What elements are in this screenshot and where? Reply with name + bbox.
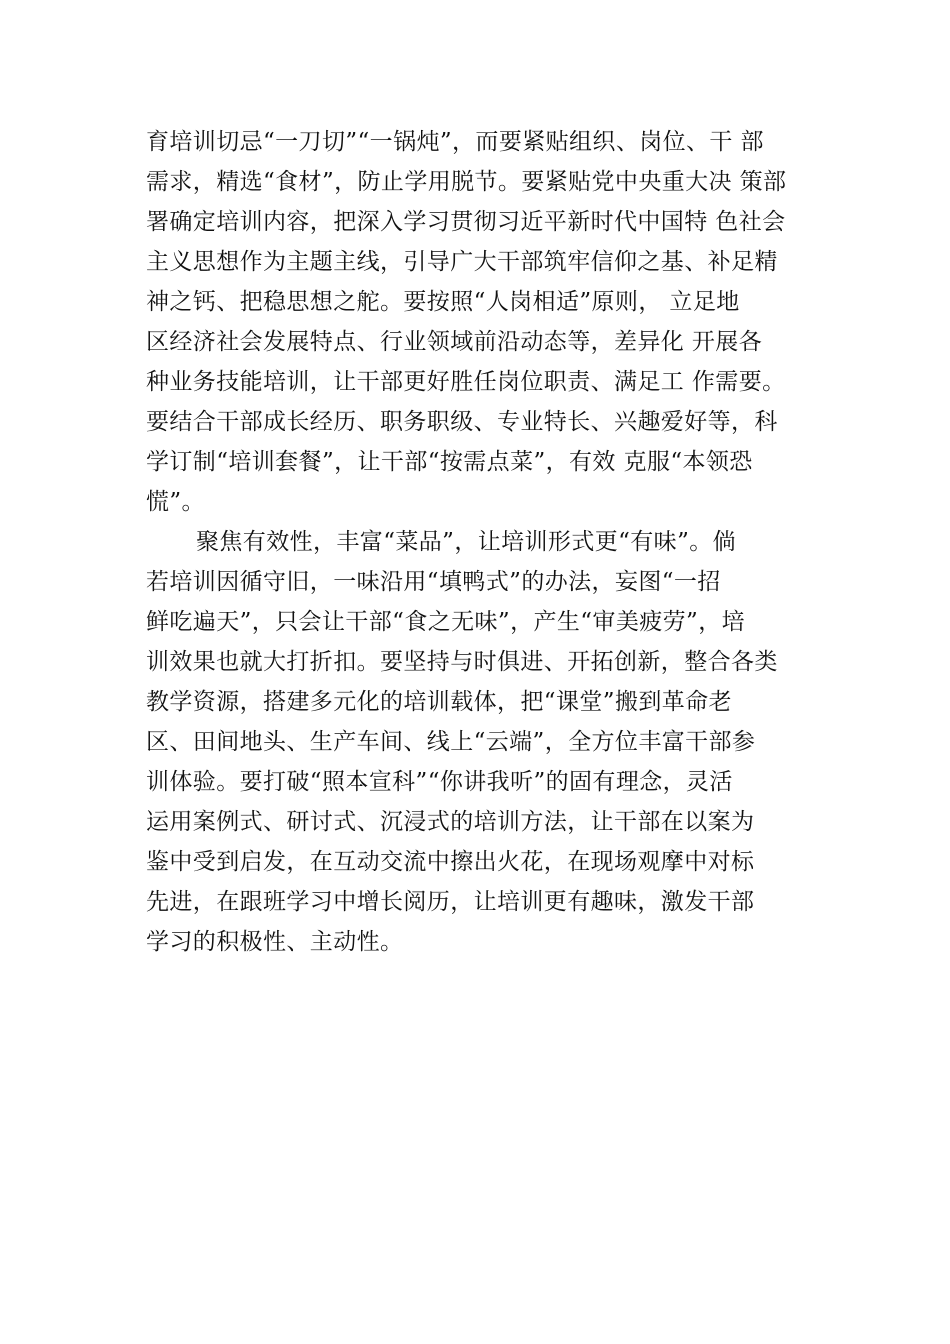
text-line: 鉴中受到启发，在互动交流中擦出火花，在现场观摩中对标 xyxy=(146,849,755,875)
text-line: 运用案例式、研讨式、沉浸式的培训方法，让干部在以案为 xyxy=(146,809,755,835)
text-line: 鲜吃遍天”，只会让干部“食之无味”，产生“审美疲劳”，培 xyxy=(146,609,745,635)
text-line: 训体验。要打破“照本宣科”“你讲我听”的固有理念，灵活 xyxy=(146,769,733,795)
paragraph-2 xyxy=(146,522,826,962)
text-line: 要结合干部成长经历、职务职级、专业特长、兴趣爱好等，科 xyxy=(146,409,778,435)
text-line: 需求，精选“食材”，防止学用脱节。要紧贴党中央重大决 策部 xyxy=(146,169,787,195)
text-line: 区、田间地头、生产车间、线上“云端”，全方位丰富干部参 xyxy=(146,729,756,755)
body-text xyxy=(146,122,826,962)
text-line: 育培训切忌“一刀切”“一锅炖”，而要紧贴组织、岗位、干 部 xyxy=(146,129,764,155)
text-line: 若培训因循守旧，一味沿用“填鸭式”的办法，妄图“一招 xyxy=(146,569,721,595)
text-line: 学习的积极性、主动性。 xyxy=(146,929,404,955)
text-line: 教学资源，搭建多元化的培训载体，把“课堂”搬到革命老 xyxy=(146,689,732,715)
text-line: 区经济社会发展特点、行业领域前沿动态等，差异化 开展各 xyxy=(146,329,763,355)
text-line: 学订制“培训套餐”，让干部“按需点菜”，有效 克服“本领恐 xyxy=(146,449,753,475)
text-line: 聚焦有效性，丰富“菜品”，让培训形式更“有味”。倘 xyxy=(196,529,737,555)
text-line: 训效果也就大打折扣。要坚持与时俱进、开拓创新，整合各类 xyxy=(146,649,778,675)
paragraph-1 xyxy=(146,122,826,522)
text-line: 署确定培训内容，把深入学习贯彻习近平新时代中国特 色社会 xyxy=(146,209,786,235)
text-line: 种业务技能培训，让干部更好胜任岗位职责、满足工 作需要。 xyxy=(146,369,786,395)
text-line: 主义思想作为主题主线，引导广大干部筑牢信仰之基、补足精 xyxy=(146,249,778,275)
text-line: 慌”。 xyxy=(146,489,205,515)
text-line: 先进，在跟班学习中增长阅历，让培训更有趣味，激发干部 xyxy=(146,889,755,915)
text-line: 神之钙、把稳思想之舵。要按照“人岗相适”原则， 立足地 xyxy=(146,289,740,315)
